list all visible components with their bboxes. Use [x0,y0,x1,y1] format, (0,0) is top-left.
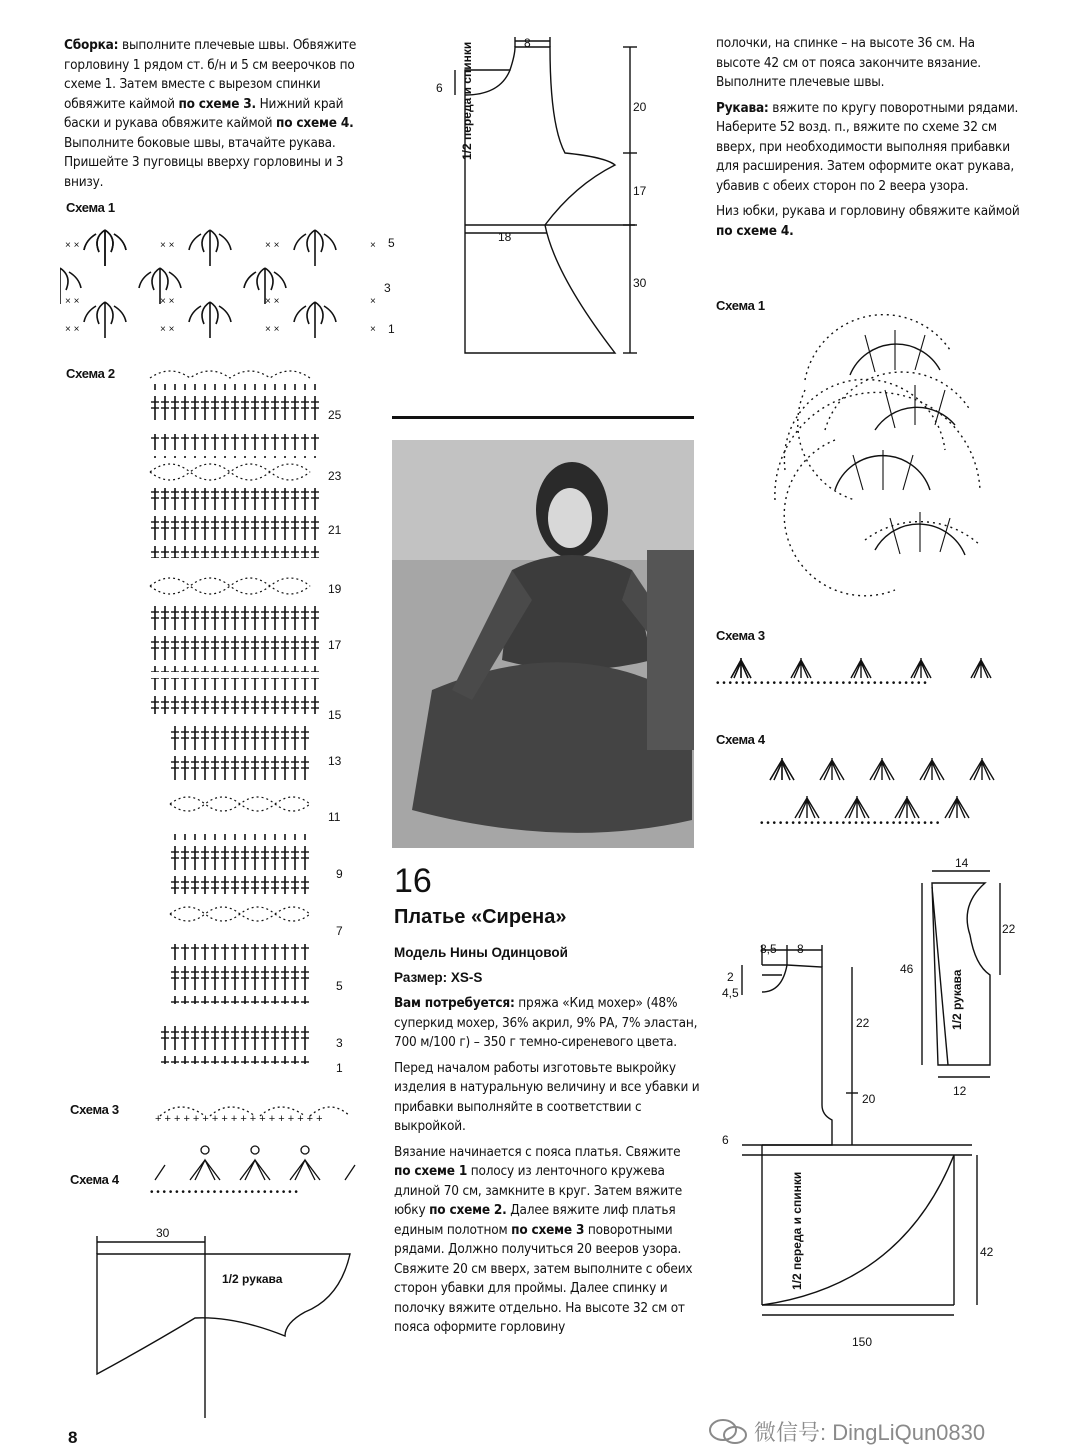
svg-text:× ×: × × [65,324,80,335]
scheme-4-diagram [150,1140,365,1200]
top-pattern-dim-18: 18 [498,230,512,244]
sleeve-label: 1/2 рукава [222,1272,283,1286]
dress-dim-22: 22 [856,1016,870,1030]
dress-dim-150: 150 [852,1335,873,1349]
scheme-2-row-19: 19 [328,582,342,596]
sleeve2-dim-12: 12 [953,1084,967,1098]
materials-paragraph: Вам потребуется: пряжа «Кид мохер» (48% суперкид мохер, 36% акрил, 9% РА, 7% эластан, 700 м/100 г) – 350 г темно-сиреневого цвета. [394,995,698,1050]
right-scheme-1-title: Схема 1 [716,298,765,313]
scheme-2-row-3: 3 [336,1036,343,1050]
scheme-2-row-5: 5 [336,979,343,993]
dress-dim-2: 2 [727,970,734,984]
watermark [708,1416,985,1447]
article-size: Размер: XS-S [394,970,483,985]
sleeve2-label: 1/2 рукава [950,969,964,1030]
sleeve-dim-30: 30 [156,1226,170,1240]
scheme-2-row-11: 11 [328,810,341,824]
dress-dim-6: 6 [722,1133,729,1147]
section-divider [392,416,694,419]
dress-pattern-label: 1/2 переда и спинки [790,1171,804,1290]
top-pattern-dim-8: 8 [524,36,531,50]
right-scheme-1-diagram [765,290,1005,630]
right-column-text: полочки, на спинке – на высоте 36 см. На высоте 42 см от пояса закончите вязание. Выполните плечевые швы. Рукава: вяжите по кругу поворотными рядами. Наберите 52 возд. п., вяжите по схеме 32 см вверх, при необходимости выполняя прибавки для расширения. Затем оформите окат рукава, убавив с обеих сторон по 2 веера узора. Низ юбки, рукава и горловину обвяжите каймой по схеме 4. [716,35,1020,239]
dress-dim-8-5: 8,5 [760,942,777,956]
scheme-2-row-9: 9 [336,867,343,881]
sleeve2-dim-22: 22 [1002,922,1016,936]
svg-text:×: × [370,296,376,307]
sleeve2-dim-46: 46 [900,962,914,976]
article-title: Платье «Сирена» [394,906,567,928]
scheme-2-row-23: 23 [328,469,342,483]
right-scheme-3-title: Схема 3 [716,628,765,643]
dress-dim-8: 8 [797,942,804,956]
svg-text:× ×: × × [265,296,280,307]
wechat-icon [708,1418,748,1446]
scheme-1-row-1: 1 [388,322,395,336]
svg-text:× ×: × × [65,240,80,251]
dress-dim-4-5: 4,5 [722,986,739,1000]
sleeve2-pattern-diagram [910,855,1020,1105]
scheme-2-row-15: 15 [328,708,342,722]
scheme-2-title: Схема 2 [66,366,115,381]
scheme-2-row-1: 1 [336,1061,343,1075]
scheme-2-row-13: 13 [328,754,342,768]
scheme-1-title: Схема 1 [66,200,115,215]
svg-text:× ×: × × [160,240,175,251]
svg-text:+ + + + + + + + + + + + + + +: + + + + + + + + + + + + + + + + + + [155,1113,323,1125]
article-body [394,994,700,1338]
sleeve-pattern-diagram [85,1228,365,1428]
sleeve2-dim-14: 14 [955,856,969,870]
page-number: 8 [68,1428,78,1447]
svg-text:× ×: × × [160,296,175,307]
svg-text:× ×: × × [265,240,280,251]
right-scheme-3-diagram [716,650,1026,690]
article-model: Модель Нины Одинцовой [394,945,568,960]
article-number: 16 [394,862,432,900]
scheme-2-row-25: 25 [328,408,342,422]
assembly-text: Сборка: выполните плечевые швы. Обвяжите горловину 1 рядом ст. б/н и 5 см веерочков по схеме 1. Затем вместе с вырезом спинки обвяжите каймой по схеме 3. Нижний край баски и рукава обвяжите каймой по схеме 4. Выполните боковые швы, втачайте рукава. Пришейте 3 пуговицы вверху горловины и 3 внизу. [64,37,357,190]
svg-text:×: × [370,240,376,251]
top-pattern-dim-30: 30 [633,276,647,290]
right-scheme-4-diagram [760,750,1030,830]
svg-text:× ×: × × [265,324,280,335]
svg-text:× ×: × × [65,296,80,307]
watermark-text: 微信号: DingLiQun0830 [754,1420,986,1445]
top-pattern-dim-6: 6 [436,81,443,95]
right-scheme-4-title: Схема 4 [716,732,765,747]
scheme-2-row-17: 17 [328,638,342,652]
svg-text:• • • • • • • • • • • • • • •: • • • • • • • • • • • • • • • • • • • • • • • • • • • • • • • • • • [716,678,927,689]
scheme-2-row-7: 7 [336,924,343,938]
dress-dim-42: 42 [980,1245,994,1259]
scheme-1-diagram [60,220,390,340]
svg-text:• • • • • • • • • • • • • • •: • • • • • • • • • • • • • • • • • • • • • • • • • • • • • [760,818,940,829]
dress-dim-20: 20 [862,1092,876,1106]
top-pattern-label: 1/2 переда и спинки [460,41,474,160]
scheme-4-title: Схема 4 [70,1172,119,1187]
scheme-3-diagram [155,1096,355,1126]
scheme-2-diagram [140,364,330,1084]
top-pattern-dim-17: 17 [633,184,647,198]
svg-text:× ×: × × [160,324,175,335]
scheme-3-title: Схема 3 [70,1102,119,1117]
svg-text:×: × [370,324,376,335]
scheme-2-row-21: 21 [328,523,342,537]
svg-text:• • • • • • • • • • • • • • •: • • • • • • • • • • • • • • • • • • • • • • • • [150,1187,298,1198]
dress-photo [392,440,694,848]
top-pattern-dim-20: 20 [633,100,647,114]
scheme-1-row-3: 3 [384,281,391,295]
instructions-paragraph: Вязание начинается с пояса платья. Свяжите по схеме 1 полосу из ленточного кружева длиной 70 см, замкните в круг. Затем вяжите юбку по схеме 2. Далее вяжите лиф платья единым полотном по схеме 3 поворотными рядами. Должно получиться 20 вееров узора. Свяжите 20 см вверх, затем выполните с обеих сторон убавки для проймы. Далее спинку и полочку вяжите отдельно. На высоте 32 см от пояса оформите горловину [394,1143,693,1335]
intro-paragraph: Перед началом работы изготовьте выкройку изделия в натуральную величину и все убавки и прибавки выполняйте в соответствии с выкройкой. [394,1059,700,1134]
scheme-1-row-5: 5 [388,236,395,250]
